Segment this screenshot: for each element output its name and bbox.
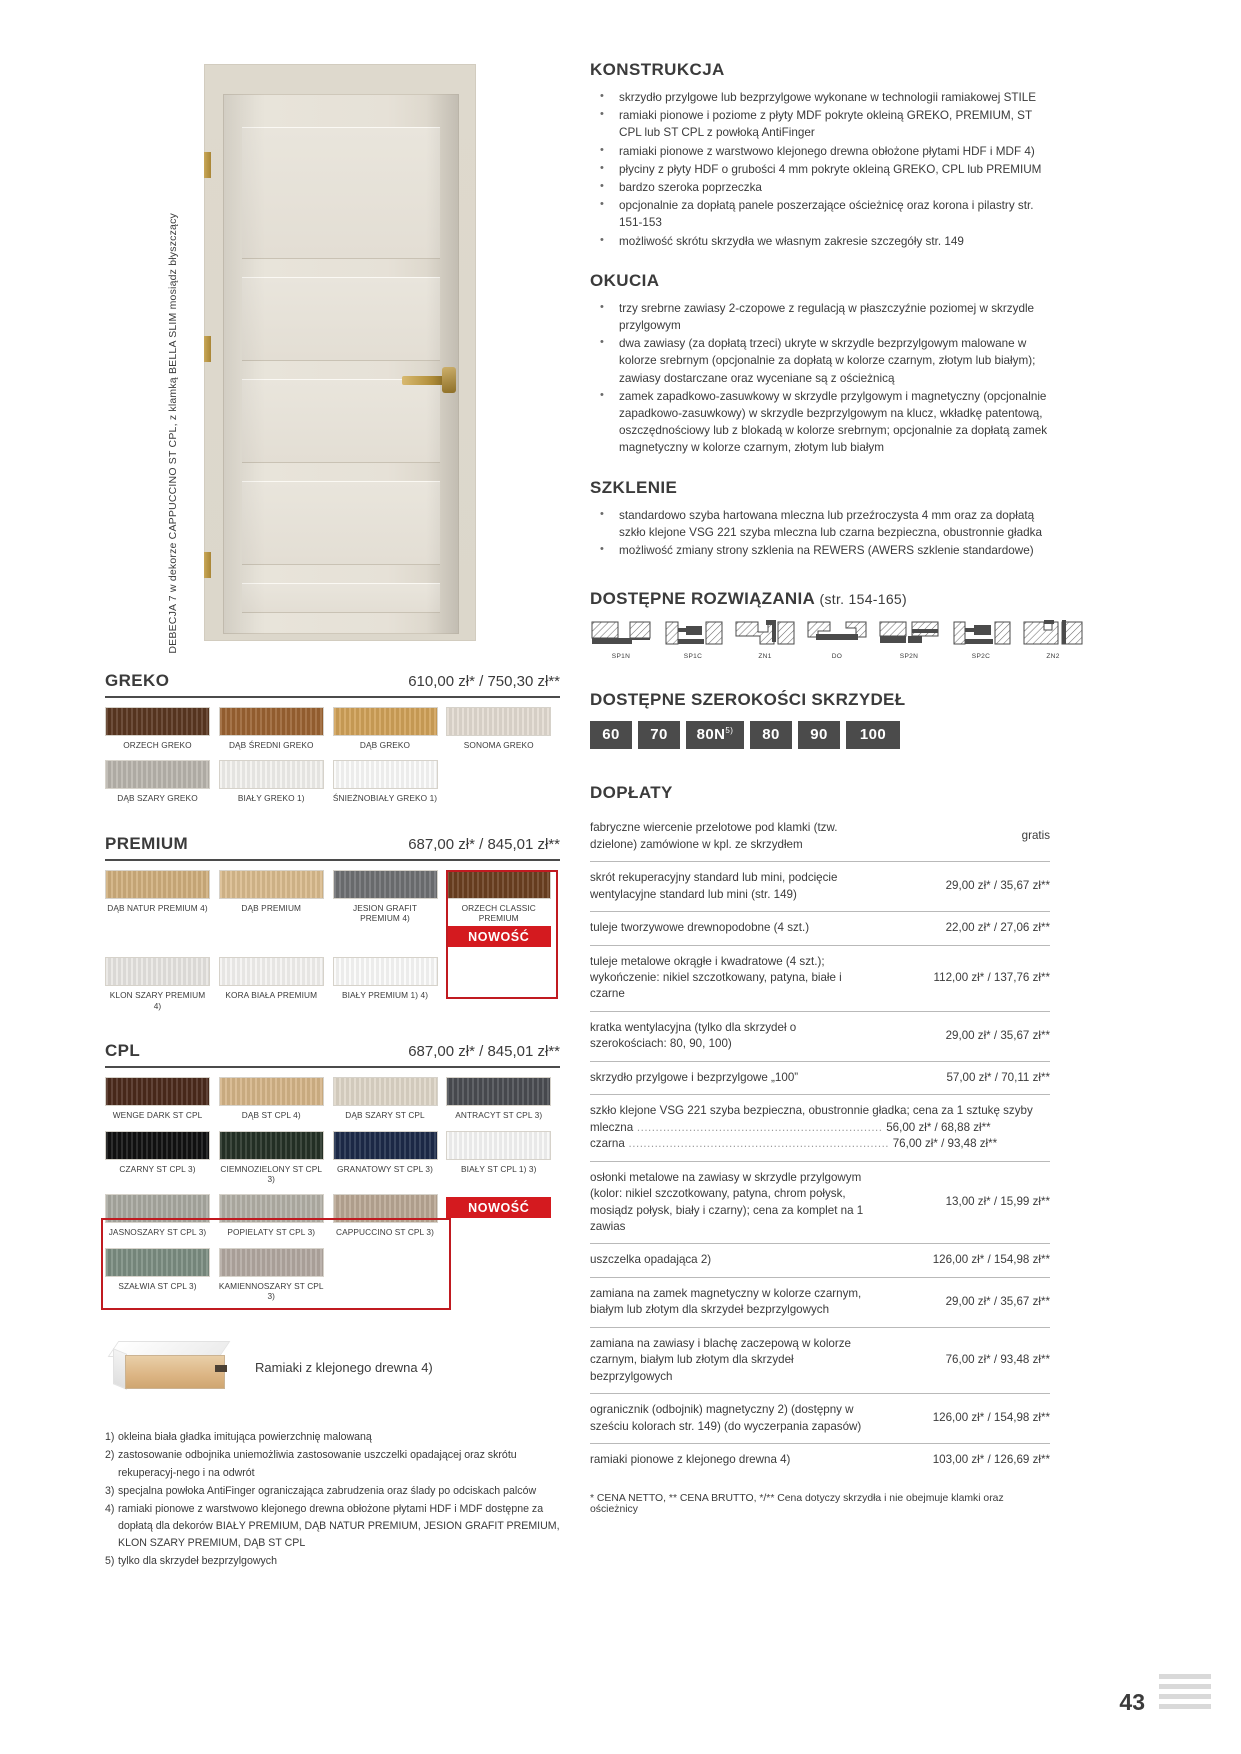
width-chip-100[interactable] bbox=[846, 721, 900, 749]
width-chip-value: 80 bbox=[762, 726, 780, 744]
finish-group-header bbox=[105, 834, 560, 861]
footnote-text: zastosowanie odbojnika uniemożliwia zastosowanie uszczelki opadającej oraz skrótu rekuperacyj-nego i na odwrót bbox=[118, 1449, 517, 1479]
door-leaf bbox=[223, 94, 459, 634]
surcharges-table bbox=[590, 812, 1050, 1476]
surcharge-price: 76,00 zł* / 93,48 zł** bbox=[875, 1327, 1050, 1393]
swatch-label: ANTRACYT ST CPL 3) bbox=[455, 1110, 543, 1121]
surcharge-description: kratka wentylacyjna (tylko dla skrzydeł o szerokościach: 80, 90, 100) bbox=[590, 1011, 875, 1061]
door-panel bbox=[242, 127, 440, 259]
finish-group-price: 687,00 zł* / 845,01 zł** bbox=[408, 835, 560, 853]
solution-do-icon bbox=[806, 619, 868, 660]
section-title: SZKLENIE bbox=[590, 477, 678, 497]
width-chip-80N[interactable] bbox=[686, 721, 744, 749]
finish-group-price: 610,00 zł* / 750,30 zł** bbox=[408, 673, 560, 690]
color-swatch[interactable] bbox=[219, 957, 333, 1011]
footnote-marker: 1) bbox=[105, 1431, 115, 1444]
swatch-label: CIEMNOZIELONY ST CPL 3) bbox=[220, 1163, 323, 1184]
color-swatch[interactable] bbox=[446, 1131, 560, 1185]
section-list bbox=[590, 89, 1050, 250]
surcharge-price: 29,00 zł* / 35,67 zł** bbox=[875, 1277, 1050, 1327]
swatch-label: ORZECH CLASSIC PREMIUM bbox=[461, 902, 536, 924]
finish-group-name: CPL bbox=[105, 1041, 141, 1061]
swatch-chip bbox=[333, 870, 438, 899]
solution-sp1c-icon bbox=[662, 619, 724, 660]
swatch-label: DĄB SZARY ST CPL bbox=[345, 1110, 425, 1121]
surcharge-price: 29,00 zł* / 35,67 zł** bbox=[875, 1011, 1050, 1061]
table-row bbox=[590, 945, 1050, 1011]
surcharge-description bbox=[590, 1095, 1050, 1161]
section-title: KONSTRUKCJA bbox=[590, 60, 725, 79]
finish-group-header bbox=[105, 671, 560, 698]
solution-sp2c-icon bbox=[950, 619, 1012, 660]
section-list-item: • bardzo szeroka poprzeczka bbox=[590, 179, 1050, 196]
section-list-item: • trzy srebrne zawiasy 2-czopowe z regulacją w płaszczyźnie poziomej w skrzydle przylgowym bbox=[590, 300, 1050, 334]
section-list-item: • płyciny z płyty HDF o grubości 4 mm pokryte okleiną GREKO, CPL lub PREMIUM bbox=[590, 161, 1050, 178]
door-figure bbox=[105, 55, 560, 654]
color-swatch[interactable] bbox=[105, 957, 219, 1011]
surcharge-description: tuleje tworzywowe drewnopodobne (4 szt.) bbox=[590, 912, 875, 945]
swatch-chip bbox=[105, 1248, 210, 1277]
corner-decoration bbox=[1159, 1674, 1211, 1714]
color-swatch[interactable] bbox=[105, 1248, 219, 1302]
page-number: 43 bbox=[1119, 1689, 1145, 1715]
color-swatch[interactable] bbox=[219, 760, 333, 803]
color-swatch[interactable] bbox=[333, 1194, 447, 1237]
swatch-label: KLON SZARY PREMIUM 4) bbox=[109, 990, 206, 1011]
swatch-chip bbox=[219, 707, 324, 736]
table-row bbox=[590, 1277, 1050, 1327]
swatch-label: CAPPUCCINO ST CPL 3) bbox=[336, 1227, 434, 1238]
surcharge-price: 29,00 zł* / 35,67 zł** bbox=[875, 862, 1050, 912]
hinge-icon bbox=[204, 336, 211, 362]
swatch-chip bbox=[333, 1131, 438, 1160]
swatch-grid bbox=[105, 707, 560, 814]
solutions-icon-row bbox=[590, 619, 1060, 661]
swatch-label: DĄB NATUR PREMIUM 4) bbox=[107, 902, 208, 913]
section-list-item: • ramiaki pionowe z warstwowo klejonego drewna obłożone płytami HDF i MDF 4) bbox=[590, 143, 1050, 160]
surcharge-description: ramiaki pionowe z klejonego drewna 4) bbox=[590, 1444, 875, 1477]
swatch-chip bbox=[105, 870, 210, 899]
swatch-label: ORZECH GREKO bbox=[123, 740, 192, 750]
solution-label: ZN2 bbox=[1046, 653, 1060, 661]
frame-figure-label: Ramiaki z klejonego drewna 4) bbox=[255, 1359, 433, 1375]
width-chip-80[interactable] bbox=[750, 721, 792, 749]
swatch-chip bbox=[333, 1077, 438, 1106]
width-chip-value: 100 bbox=[859, 726, 887, 744]
solution-sp2n-icon bbox=[878, 619, 940, 660]
solution-label: SP2N bbox=[899, 653, 919, 661]
swatch-label: DĄB ŚREDNI GREKO bbox=[228, 740, 314, 750]
swatch-label: GRANATOWY ST CPL 3) bbox=[337, 1163, 433, 1174]
swatch-chip bbox=[105, 1131, 210, 1160]
section-list-item: • opcjonalnie za dopłatą panele poszerzające ościeżnicę oraz korona i pilastry str. 151-153 bbox=[590, 197, 1050, 231]
color-swatch[interactable] bbox=[105, 870, 219, 948]
solution-label: ZN1 bbox=[758, 653, 772, 661]
width-chip-value: 70 bbox=[650, 726, 668, 744]
table-row bbox=[590, 1327, 1050, 1393]
glass-variant-name: mleczna bbox=[590, 1120, 634, 1134]
swatch-label: POPIELATY ST CPL 3) bbox=[227, 1227, 316, 1238]
hinge-icon bbox=[204, 152, 211, 178]
door-photo bbox=[204, 64, 476, 641]
color-swatch[interactable] bbox=[333, 870, 447, 948]
swatch-chip bbox=[105, 1077, 210, 1106]
door-caption: DEBECJA 7 w dekorze CAPPUCCINO ST CPL, z klamką BELLA SLIM mosiądz błyszczący bbox=[167, 213, 179, 654]
footnote bbox=[105, 1501, 560, 1552]
swatch-chip bbox=[446, 1077, 551, 1106]
surcharge-description: skrót rekuperacyjny standard lub mini, podcięcie wentylacyjne standard lub mini (str. 149) bbox=[590, 862, 875, 912]
surcharge-price: 126,00 zł* / 154,98 zł** bbox=[875, 1394, 1050, 1444]
door-handle-icon bbox=[402, 376, 446, 385]
right-column bbox=[590, 60, 1060, 1477]
swatch-label: BIAŁY ST CPL 1) 3) bbox=[461, 1163, 537, 1174]
color-swatch[interactable] bbox=[219, 1077, 333, 1120]
color-swatch[interactable] bbox=[333, 1131, 447, 1185]
swatch-chip bbox=[219, 1194, 324, 1223]
finish-group bbox=[105, 1041, 560, 1311]
table-row bbox=[590, 912, 1050, 945]
color-swatch[interactable] bbox=[105, 760, 219, 803]
table-row bbox=[590, 1394, 1050, 1444]
color-swatch[interactable] bbox=[446, 707, 560, 750]
swatch-chip bbox=[446, 1131, 551, 1160]
swatch-label: SZAŁWIA ST CPL 3) bbox=[118, 1280, 197, 1291]
surcharge-description-text: szkło klejone VSG 221 szyba bezpieczna, obustronnie gładka; cena za 1 sztukę szyby bbox=[590, 1104, 1033, 1118]
widths-title: DOSTĘPNE SZEROKOŚCI SKRZYDEŁ bbox=[590, 690, 906, 710]
table-row bbox=[590, 1011, 1050, 1061]
solutions-page-ref: (str. 154-165) bbox=[819, 591, 907, 608]
footnote-marker: 2) bbox=[105, 1449, 115, 1462]
section-list-item: • ramiaki pionowe i poziome z płyty MDF pokryte okleiną GREKO, PREMIUM, ST CPL lub ST CPL z powłoką AntiFinger bbox=[590, 107, 1050, 141]
swatch-label: SONOMA GREKO bbox=[463, 740, 534, 750]
nowosc-badge: NOWOŚĆ bbox=[446, 1197, 551, 1218]
swatch-chip bbox=[105, 707, 210, 736]
footnote-marker: 4) bbox=[105, 1502, 115, 1515]
table-row bbox=[590, 1161, 1050, 1244]
section-list-item: • standardowo szyba hartowana mleczna lub przeźroczysta 4 mm oraz za dopłatą szkło klejone VSG 221 szyba mleczna lub czarna bezpieczna, obustronnie gładka bbox=[590, 507, 1050, 541]
swatch-label: JASNOSZARY ST CPL 3) bbox=[108, 1227, 207, 1238]
section-list-item: • możliwość skrótu skrzydła we własnym zakresie szczegóły str. 149 bbox=[590, 233, 1050, 250]
color-swatch[interactable] bbox=[446, 1077, 560, 1120]
leader-dots: .................................................................. bbox=[633, 1120, 887, 1134]
color-swatch[interactable] bbox=[105, 1131, 219, 1185]
surcharge-price: gratis bbox=[1021, 829, 1050, 843]
finish-group-header bbox=[105, 1041, 560, 1068]
color-swatch[interactable] bbox=[105, 707, 219, 750]
surcharge-description: tuleje metalowe okrągłe i kwadratowe (4 szt.); wykończenie: nikiel szczotkowany, patyna, białe i czarne bbox=[590, 945, 875, 1011]
glass-variant-line bbox=[590, 1120, 1050, 1136]
solution-label: SP1C bbox=[683, 653, 703, 661]
surcharges-title: DOPŁATY bbox=[590, 783, 673, 803]
finish-group-name: GREKO bbox=[105, 671, 170, 690]
table-row bbox=[590, 1444, 1050, 1477]
color-swatch[interactable] bbox=[219, 1194, 333, 1237]
footnote-marker: 5) bbox=[105, 1555, 115, 1568]
solutions-heading bbox=[590, 589, 1050, 609]
widths-chip-row bbox=[590, 721, 1050, 749]
width-chip-70[interactable] bbox=[638, 721, 680, 749]
solution-label: DO bbox=[831, 653, 843, 661]
swatch-chip bbox=[219, 760, 324, 789]
glass-variant-price: 56,00 zł* / 68,88 zł** bbox=[886, 1120, 991, 1134]
color-swatch[interactable] bbox=[219, 1131, 333, 1185]
swatch-chip bbox=[219, 870, 324, 899]
color-swatch[interactable] bbox=[333, 707, 447, 750]
color-swatch[interactable] bbox=[219, 1248, 333, 1302]
hinge-icon bbox=[204, 552, 211, 578]
swatch-chip bbox=[446, 707, 551, 736]
footnote-text: tylko dla skrzydeł bezprzylgowych bbox=[118, 1555, 277, 1568]
surcharge-price: 22,00 zł* / 27,06 zł** bbox=[875, 912, 1050, 945]
width-chip-footnote-marker: 5) bbox=[725, 726, 734, 736]
swatch-label: BIAŁY GREKO 1) bbox=[237, 793, 305, 804]
footer-note: * CENA NETTO, ** CENA BRUTTO, */** Cena dotyczy skrzydła i nie obejmuje klamki oraz ościeżnicy bbox=[590, 1493, 1004, 1515]
surcharge-description: skrzydło przylgowe i bezprzylgowe „100” bbox=[590, 1061, 875, 1094]
swatch-label: DĄB GREKO bbox=[359, 740, 411, 750]
swatch-label: DĄB SZARY GREKO bbox=[117, 793, 198, 804]
color-swatch[interactable] bbox=[105, 1077, 219, 1120]
surcharge-description: fabryczne wiercenie przelotowe pod klamki (tzw. dzielone) zamówione w kpl. ze skrzydłem bbox=[590, 821, 838, 851]
color-swatch[interactable] bbox=[333, 1077, 447, 1120]
finish-group-name: PREMIUM bbox=[105, 833, 189, 853]
footnote bbox=[105, 1483, 560, 1500]
surcharge-description: zamiana na zamek magnetyczny w kolorze czarnym, białym lub złotym dla skrzydeł bezprzylgowych bbox=[590, 1277, 875, 1327]
finish-group-price: 687,00 zł* / 845,01 zł** bbox=[408, 1043, 560, 1061]
table-row bbox=[590, 862, 1050, 912]
finish-group bbox=[105, 834, 560, 1021]
swatch-label: KORA BIAŁA PREMIUM bbox=[225, 990, 318, 1001]
color-swatch[interactable] bbox=[446, 870, 560, 948]
swatch-label: WENGE DARK ST CPL bbox=[112, 1110, 203, 1121]
solution-label: SP2C bbox=[971, 653, 991, 661]
footnote-text: okleina biała gładka imitująca powierzchnię malowaną bbox=[118, 1431, 372, 1444]
door-handle-rose-icon bbox=[442, 367, 456, 393]
swatch-chip bbox=[333, 707, 438, 736]
swatch-chip bbox=[105, 957, 210, 986]
door-panel bbox=[242, 583, 440, 613]
swatch-label: DĄB ST CPL 4) bbox=[241, 1110, 301, 1121]
table-row bbox=[590, 1095, 1050, 1161]
nowosc-badge: NOWOŚĆ bbox=[446, 926, 551, 947]
footnote bbox=[105, 1429, 560, 1446]
solutions-title: DOSTĘPNE ROZWIĄZANIA bbox=[590, 589, 815, 609]
solution-sp1n-icon bbox=[590, 619, 652, 660]
footnotes bbox=[105, 1429, 560, 1570]
swatch-chip bbox=[219, 957, 324, 986]
footnote bbox=[105, 1553, 560, 1570]
width-chip-90[interactable] bbox=[798, 721, 840, 749]
table-row bbox=[590, 1244, 1050, 1277]
glass-variant-name: czarna bbox=[590, 1137, 625, 1151]
width-chip-value: 60 bbox=[602, 726, 620, 744]
surcharge-price: 57,00 zł* / 70,11 zł** bbox=[875, 1061, 1050, 1094]
swatch-chip bbox=[105, 760, 210, 789]
swatch-chip bbox=[219, 1248, 324, 1277]
width-chip-value: 80N bbox=[696, 726, 726, 744]
door-panel bbox=[242, 481, 440, 565]
color-swatch[interactable] bbox=[333, 760, 447, 803]
color-swatch[interactable] bbox=[333, 957, 447, 1011]
section-list bbox=[590, 300, 1050, 457]
table-row bbox=[590, 812, 1050, 861]
left-column bbox=[105, 55, 560, 1572]
frame-figure bbox=[105, 1339, 560, 1395]
swatch-chip bbox=[219, 1077, 324, 1106]
surcharge-price: 13,00 zł* / 15,99 zł** bbox=[875, 1161, 1050, 1244]
glass-variant-line bbox=[590, 1136, 1050, 1152]
section-title: OKUCIA bbox=[590, 270, 660, 290]
swatch-label: JESION GRAFIT PREMIUM 4) bbox=[353, 902, 417, 924]
solution-label: SP1N bbox=[611, 653, 631, 661]
swatch-label: ŚNIEŻNOBIAŁY GREKO 1) bbox=[332, 793, 438, 804]
surcharge-description: osłonki metalowe na zawiasy w skrzydle przylgowym (kolor: nikiel szczotkowany, patyna, chrom połysk, mosiądz połysk, biały i czarny); cena za komplet na 1 zawias bbox=[590, 1161, 875, 1244]
swatch-chip bbox=[219, 1131, 324, 1160]
swatch-chip bbox=[333, 1194, 438, 1223]
frame-sample-image bbox=[111, 1339, 233, 1395]
section-list-item: • zamek zapadkowo-zasuwkowy w skrzydle przylgowym i magnetyczny (opcjonalnie zapadkowo-zasuwkowy) w skrzydle bezprzylgowym na klucz, wkładkę patentową, oszczędnościowy lub z blokadą w kolorze srebrnym; opcjonalnie za dopłatą zamek magnetyczny w kolorze czarnym, złotym lub białym bbox=[590, 388, 1050, 457]
table-row bbox=[590, 1061, 1050, 1094]
swatch-label: DĄB PREMIUM bbox=[241, 902, 302, 913]
color-swatch[interactable] bbox=[219, 707, 333, 750]
surcharge-price: 126,00 zł* / 154,98 zł** bbox=[875, 1244, 1050, 1277]
swatch-label: KAMIENNOSZARY ST CPL 3) bbox=[218, 1280, 324, 1301]
surcharge-description: ogranicznik (odbojnik) magnetyczny 2) (dostępny w sześciu kolorach str. 149) (do wyczerpania zapasów) bbox=[590, 1394, 875, 1444]
color-swatch[interactable] bbox=[219, 870, 333, 948]
door-panel bbox=[242, 277, 440, 361]
swatch-grid bbox=[105, 1077, 560, 1311]
width-chip-value: 90 bbox=[810, 726, 828, 744]
color-swatch[interactable] bbox=[105, 1194, 219, 1237]
section-list-item: • dwa zawiasy (za dopłatą trzeci) ukryte w skrzydle bezprzylgowym malowane w kolorze srebrnym (opcjonalnie za dopłatą w kolorze czarnym, złotym lub białym); zawiasy dostarczane oraz wyceniane są z ościeżnicą bbox=[590, 335, 1050, 387]
swatch-chip bbox=[446, 870, 551, 899]
footnote-text: specjalna powłoka AntiFinger ograniczająca zabrudzenia oraz ślady po odciskach palców bbox=[118, 1484, 537, 1497]
surcharge-description: zamiana na zawiasy i blachę zaczepową w kolorze czarnym, białym lub złotym dla skrzydeł bezprzylgowych bbox=[590, 1327, 875, 1393]
color-swatch[interactable] bbox=[446, 1194, 560, 1237]
swatch-label: BIAŁY PREMIUM 1) 4) bbox=[341, 990, 429, 1001]
finish-group bbox=[105, 671, 560, 814]
section-list bbox=[590, 507, 1050, 560]
footnote bbox=[105, 1447, 560, 1481]
swatch-label: CZARNY ST CPL 3) bbox=[119, 1163, 196, 1174]
spec-sections bbox=[590, 60, 1050, 559]
section-list-item: • możliwość zmiany strony szklenia na REWERS (AWERS szklenie standardowe) bbox=[590, 542, 1050, 559]
glass-variant-price: 76,00 zł* / 93,48 zł** bbox=[892, 1137, 998, 1151]
solution-zn2-icon bbox=[1022, 619, 1084, 660]
surcharge-price: 112,00 zł* / 137,76 zł** bbox=[875, 945, 1050, 1011]
surcharge-description: uszczelka opadająca 2) bbox=[590, 1244, 875, 1277]
finish-groups bbox=[105, 671, 560, 1311]
leader-dots: ...................................................................... bbox=[624, 1137, 893, 1151]
door-panel bbox=[242, 379, 440, 463]
swatch-chip bbox=[105, 1194, 210, 1223]
footnote-marker: 3) bbox=[105, 1484, 115, 1497]
section-list-item: • skrzydło przylgowe lub bezprzylgowe wykonane w technologii ramiakowej STILE bbox=[590, 89, 1050, 106]
swatch-grid bbox=[105, 870, 560, 1021]
surcharge-price: 103,00 zł* / 126,69 zł** bbox=[875, 1444, 1050, 1477]
footnote-text: ramiaki pionowe z warstwowo klejonego drewna obłożone płytami HDF i MDF dostępne za dopłatą dla dekorów BIAŁY PREMIUM, DĄB NATUR PREMIUM, JESION GRAFIT PREMIUM, KLON SZARY PREMIUM, DĄB ST CPL bbox=[118, 1502, 560, 1550]
swatch-chip bbox=[333, 760, 438, 789]
width-chip-60[interactable] bbox=[590, 721, 632, 749]
swatch-chip bbox=[333, 957, 438, 986]
solution-zn1-icon bbox=[734, 619, 796, 660]
